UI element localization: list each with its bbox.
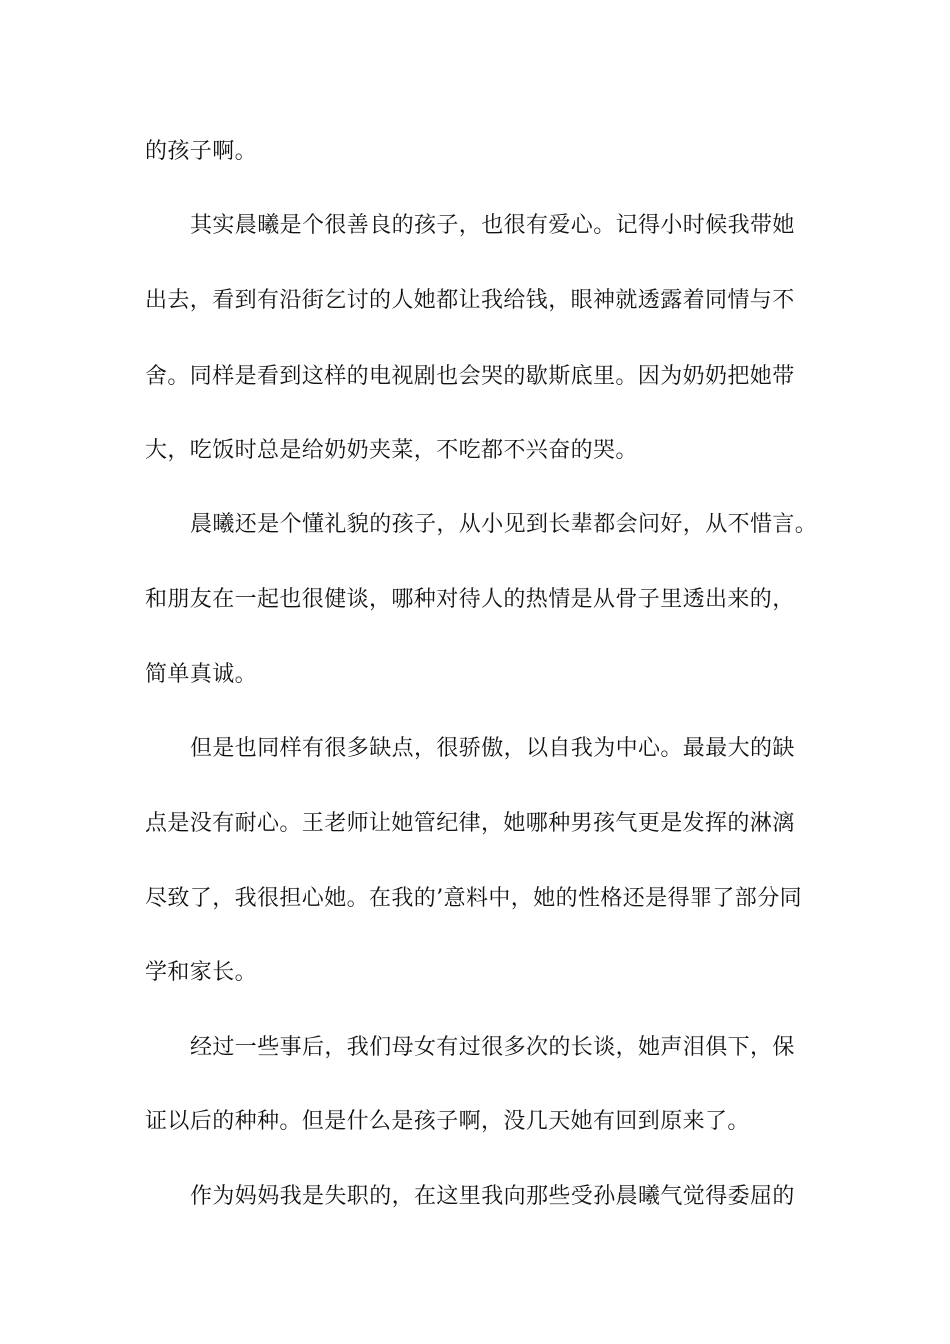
text-line: 大，吃饭时总是给奶奶夹菜，不吃都不兴奋的哭。	[145, 438, 638, 463]
text-line: 出去，看到有沿街乞讨的人她都让我给钱，眼神就透露着同情与不	[145, 288, 795, 313]
text-line: 学和家长。	[145, 960, 258, 985]
text-line: 尽致了，我很担心她。在我的’意料中，她的性格还是得罪了部分同	[145, 886, 802, 911]
text-line: 证以后的种种。但是什么是孩子啊，没几天她有回到原来了。	[145, 1109, 750, 1134]
paragraph-first-line: 但是也同样有很多缺点，很骄傲，以自我为中心。最最大的缺	[190, 736, 795, 761]
paragraph-first-line: 晨曦还是个懂礼貌的孩子，从小见到长辈都会问好，从不惜言。	[190, 512, 818, 537]
paragraph-first-line: 经过一些事后，我们母女有过很多次的长谈，她声泪俱下，保	[190, 1035, 795, 1060]
paragraph-first-line: 作为妈妈我是失职的，在这里我向那些受孙晨曦气觉得委屈的	[190, 1184, 795, 1209]
text-line: 的孩子啊。	[145, 139, 258, 164]
text-line: 点是没有耐心。王老师让她管纪律，她哪种男孩气更是发挥的淋漓	[145, 811, 795, 836]
text-line: 舍。同样是看到这样的电视剧也会哭的歇斯底里。因为奶奶把她带	[145, 364, 795, 389]
paragraph-first-line: 其实晨曦是个很善良的孩子，也很有爱心。记得小时候我带她	[190, 213, 795, 238]
text-line: 简单真诚。	[145, 662, 258, 687]
text-line: 和朋友在一起也很健谈，哪种对待人的热情是从骨子里透出来的，	[145, 587, 795, 612]
